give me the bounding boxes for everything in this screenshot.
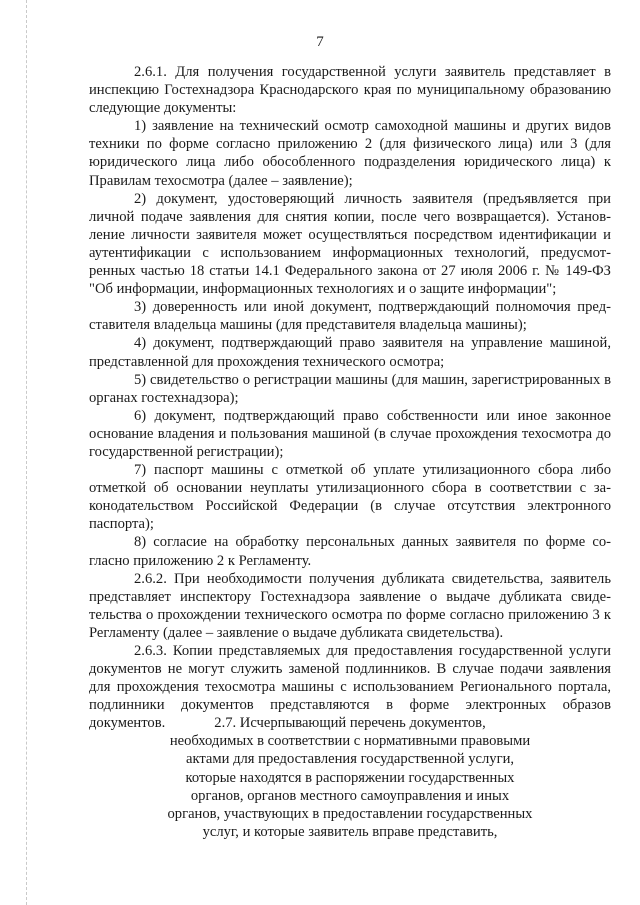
heading-line: органов, участвующих в предоставлении государственных [167, 806, 533, 823]
list-item-2-identity-document: 2) документ, удостоверяющий личность заявителя (предъявляется при личной подаче заявления для снятия копии, после чего возвращается). Установление личности заявителя может осуществляться посредством идентификации и аутентификации с использованием информационных технологий, предусмотренных частью 18 статьи 14.1 Федерального закона от 27 июля 2006 г. № 149-ФЗ "Об информации, информационных технологиях и о защите информации"; [89, 190, 611, 298]
heading-line: услуг, и которые заявитель вправе представить, [202, 824, 498, 841]
list-item-4-driving-right: 4) документ, подтверждающий право заявителя на управление машиной, представленной для прохождения технического осмотра; [89, 335, 611, 370]
list-item-5-registration-certificate: 5) свидетельство о регистрации машины (для машин, зарегистрированных в органах гостехнадзора); [89, 371, 611, 406]
binding-margin-line [26, 0, 27, 905]
section-heading-2-7 [89, 714, 611, 841]
heading-line: органов, органов местного самоуправления и иных [190, 787, 510, 804]
list-item-7-machine-passport: 7) паспорт машины с отметкой об уплате утилизационного сбора либо отметкой об основании неуплаты утилизационного сбора в соответствии с законодательством Российской Федерации (в случае отсутствия электронного паспорта); [89, 462, 611, 533]
heading-line: необходимых в соответствии с нормативными правовыми [169, 733, 531, 750]
heading-line: 2.7. Исчерпывающий перечень документов, [214, 715, 486, 731]
list-item-8-data-consent: 8) согласие на обработку персональных данных заявителя по форме согласно приложению 2 к Регламенту. [89, 534, 611, 569]
body-text [89, 63, 611, 732]
list-item-6-ownership-document: 6) документ, подтверждающий право собственности или иное законное основание владения и пользования машиной (в случае прохождения техосмотра до государственной регистрации); [89, 407, 611, 460]
paragraph-2-6-3: 2.6.3. Копии представляемых для предоставления государственной услуги документов не могут служить заменой подлинников. В случае подачи заявления для прохождения техосмотра машины с использованием Регионального портала, подлинники документов представляются в форме электронных образов документов. [89, 643, 611, 732]
list-item-3-power-of-attorney: 3) доверенность или иной документ, подтверждающий полномочия представителя владельца машины (для представителя владельца машины); [89, 299, 611, 334]
page-number: 7 [316, 34, 324, 50]
paragraph-2-6-1: 2.6.1. Для получения государственной услуги заявитель представляет в инспекцию Гостехнадзора Краснодарского края по муниципальному образованию следующие документы: [89, 64, 611, 117]
list-item-1-application: 1) заявление на технический осмотр самоходной машины и других видов техники по форме согласно приложению 2 (для физического лица) или 3 (для юридического лица либо обособленного подразделения юридического лица) к Правилам техосмотра (далее – заявление); [89, 118, 611, 189]
heading-line: которые находятся в распоряжении государственных [185, 769, 515, 786]
paragraph-2-6-2: 2.6.2. При необходимости получения дубликата свидетельства, заявитель представляет инспектору Гостехнадзора заявление о выдаче дубликата свидетельства о прохождении технического осмотра по форме согласно приложению 3 к Регламенту (далее – заявление о выдаче дубликата свидетельства). [89, 570, 611, 641]
heading-line: актами для предоставления государственной услуги, [185, 751, 515, 768]
